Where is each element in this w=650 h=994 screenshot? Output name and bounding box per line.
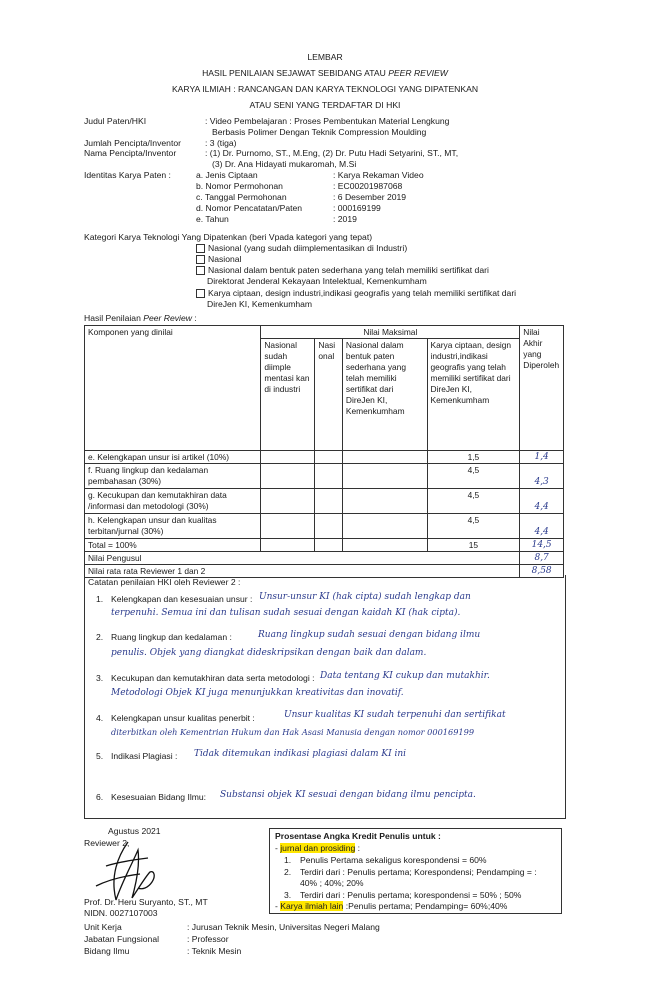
jabatan-label: Jabatan Fungsional bbox=[84, 934, 160, 944]
rata-score: 8,58 bbox=[520, 565, 564, 578]
row-max: 1,5 bbox=[427, 451, 520, 464]
catatan-handwriting: Metodologi Objek KI juga menunjukkan kreativitas dan inovatif. bbox=[111, 688, 404, 698]
catatan-number: 2. bbox=[96, 632, 104, 642]
unit-kerja-value: : Jurusan Teknik Mesin, Universitas Negeri Malang bbox=[187, 922, 380, 932]
identitas-key: c. Tanggal Permohonan bbox=[196, 192, 287, 202]
identitas-value: : 000169199 bbox=[333, 203, 381, 213]
kategori-option-2[interactable]: Nasional bbox=[196, 254, 241, 264]
header-komponen: Komponen yang dinilai bbox=[85, 326, 261, 451]
catatan-handwriting: diterbitkan oleh Kementrian Hukum dan Hak Asasi Manusia dengan nomor 000169199 bbox=[111, 727, 475, 737]
checkbox-icon[interactable] bbox=[196, 266, 205, 275]
catatan-label: Kelengkapan dan kesesuaian unsur : bbox=[111, 594, 253, 604]
prosentase-title: Prosentase Angka Kredit Penulis untuk : bbox=[275, 831, 441, 841]
bidang-ilmu-value: : Teknik Mesin bbox=[187, 946, 242, 956]
catatan-label: Indikasi Plagiasi : bbox=[111, 751, 178, 761]
prosentase-number: 2. bbox=[284, 867, 292, 877]
row-max: 4,5 bbox=[427, 514, 520, 539]
row-label: g. Kecukupan dan kemutakhiran data /informasi dan metodologi (30%) bbox=[85, 489, 261, 514]
catatan-label: Kecukupan dan kemutakhiran data serta metodologi : bbox=[111, 673, 315, 683]
pengusul-score: 8,7 bbox=[520, 552, 564, 565]
catatan-number: 1. bbox=[96, 594, 104, 604]
catatan-handwriting: Unsur kualitas KI sudah terpenuhi dan sertifikat bbox=[284, 710, 506, 720]
kategori-option-3-cont: Direktorat Jenderal Kekayaan Intelektual, Kemenkumham bbox=[207, 276, 427, 286]
bidang-ilmu-label: Bidang Ilmu bbox=[84, 946, 130, 956]
footer-reviewer: Reviewer 2, bbox=[84, 838, 130, 848]
kategori-option-4[interactable]: Karya ciptaan, design industri,indikasi geografis yang telah memiliki sertifikat dari bbox=[196, 288, 516, 298]
identitas-key: a. Jenis Ciptaan bbox=[196, 170, 258, 180]
row-label: e. Kelengkapan unsur isi artikel (10%) bbox=[85, 451, 261, 464]
kategori-option-4-cont: DireJen KI, Kemenkumham bbox=[207, 299, 313, 309]
row-max: 4,5 bbox=[427, 489, 520, 514]
table-row bbox=[85, 451, 564, 464]
nama-value-1: : (1) Dr. Purnomo, ST., M.Eng, (2) Dr. Putu Hadi Setyarini, ST., MT, bbox=[205, 148, 459, 158]
identitas-value: : 6 Desember 2019 bbox=[333, 192, 407, 202]
header-nilai-akhir: Nilai Akhir yang Diperoleh bbox=[520, 326, 564, 451]
kategori-label: Kategori Karya Teknologi Yang Dipatenkan (beri Vpada kategori yang tepat) bbox=[84, 232, 373, 242]
jumlah-label: Jumlah Pencipta/Inventor bbox=[84, 138, 181, 148]
catatan-number: 6. bbox=[96, 792, 104, 802]
signature bbox=[88, 836, 178, 906]
catatan-number: 5. bbox=[96, 751, 104, 761]
prosentase-jurnal: - jurnal dan prosiding : bbox=[275, 843, 361, 853]
catatan-number: 4. bbox=[96, 713, 104, 723]
catatan-title: Catatan penilaian HKI oleh Reviewer 2 : bbox=[88, 577, 241, 587]
prosentase-karya: - Karya ilmiah lain :Penulis pertama; Pendamping= 60%;40% bbox=[275, 901, 508, 911]
identitas-value: : Karya Rekaman Video bbox=[333, 170, 424, 180]
kategori-option-3[interactable]: Nasional dalam bentuk paten sederhana yang telah memiliki sertifikat dari bbox=[196, 265, 489, 275]
jabatan-value: : Professor bbox=[187, 934, 229, 944]
catatan-label: Kelengkapan unsur kualitas penerbit : bbox=[111, 713, 255, 723]
hasil-label: Hasil Penilaian Peer Review : bbox=[84, 313, 197, 323]
catatan-handwriting: Data tentang KI cukup dan mutakhir. bbox=[320, 671, 490, 681]
unit-kerja-label: Unit Kerja bbox=[84, 922, 122, 932]
header-line-1: LEMBAR bbox=[307, 52, 343, 62]
prosentase-number: 1. bbox=[284, 855, 292, 865]
checkbox-icon[interactable] bbox=[196, 255, 205, 264]
prosentase-item: Terdiri dari : Penulis pertama; korespondensi = 50% ; 50% bbox=[300, 890, 522, 900]
prosentase-item: Penulis Pertama sekaligus korespondensi = 60% bbox=[300, 855, 487, 865]
footer-date: Agustus 2021 bbox=[108, 826, 161, 836]
judul-value-1: : Video Pembelajaran : Proses Pembentukan Material Lengkung bbox=[205, 116, 450, 126]
row-score: 4,3 bbox=[520, 464, 564, 489]
reviewer-name: Prof. Dr. Heru Suryanto, ST., MT bbox=[84, 897, 208, 907]
reviewer-nidn: NIDN. 0027107003 bbox=[84, 908, 158, 918]
pengusul-label: Nilai Pengusul bbox=[85, 552, 520, 565]
catatan-number: 3. bbox=[96, 673, 104, 683]
total-max: 15 bbox=[427, 539, 520, 552]
row-score: 4,4 bbox=[520, 489, 564, 514]
row-max: 4,5 bbox=[427, 464, 520, 489]
row-label: h. Kelengkapan unsur dan kualitas terbitan/jurnal (30%) bbox=[85, 514, 261, 539]
nama-value-2: (3) Dr. Ana Hidayati mukaromah, M.Si bbox=[212, 159, 357, 169]
judul-label: Judul Paten/HKI bbox=[84, 116, 147, 126]
table-row bbox=[85, 514, 564, 539]
table-row bbox=[85, 489, 564, 514]
judul-value-2: Berbasis Polimer Dengan Teknik Compression Moulding bbox=[212, 127, 427, 137]
header-col-nasional: Nasi onal bbox=[315, 339, 343, 451]
catatan-label: Kesesuaian Bidang Ilmu: bbox=[111, 792, 207, 802]
prosentase-item-cont: 40% ; 40%; 20% bbox=[300, 878, 364, 888]
pengusul-row bbox=[85, 552, 564, 565]
identitas-key: d. Nomor Pencatatan/Paten bbox=[196, 203, 303, 213]
catatan-handwriting: Substansi objek KI sesuai dengan bidang ilmu pencipta. bbox=[220, 790, 476, 800]
header-nilai-maksimal: Nilai Maksimal bbox=[261, 326, 520, 339]
prosentase-number: 3. bbox=[284, 890, 292, 900]
rata-label: Nilai rata rata Reviewer 1 dan 2 bbox=[85, 565, 520, 578]
identitas-key: b. Nomor Permohonan bbox=[196, 181, 283, 191]
score-table bbox=[84, 325, 564, 578]
catatan-handwriting: terpenuhi. Semua ini dan tulisan sudah sesuai dengan kaidah KI (hak cipta). bbox=[111, 608, 461, 618]
nama-label: Nama Pencipta/Inventor bbox=[84, 148, 177, 158]
total-score: 14,5 bbox=[520, 539, 564, 552]
total-label: Total = 100% bbox=[85, 539, 261, 552]
total-row bbox=[85, 539, 564, 552]
row-label: f. Ruang lingkup dan kedalaman pembahasan (30%) bbox=[85, 464, 261, 489]
prosentase-item: Terdiri dari : Penulis pertama; Korespondensi; Pendamping = : bbox=[300, 867, 537, 877]
catatan-handwriting: penulis. Objek yang diangkat dideskripsikan dengan baik dan dalam. bbox=[111, 648, 427, 658]
header-col-nasional-industri: Nasional sudah diimple mentasi kan di industri bbox=[261, 339, 315, 451]
identitas-value: : 2019 bbox=[333, 214, 357, 224]
row-score: 4,4 bbox=[520, 514, 564, 539]
catatan-handwriting: Tidak ditemukan indikasi plagiasi dalam KI ini bbox=[194, 749, 407, 759]
jumlah-value: : 3 (tiga) bbox=[205, 138, 237, 148]
kategori-option-1[interactable]: Nasional (yang sudah diimplementasikan di Industri) bbox=[196, 243, 407, 253]
catatan-handwriting: Ruang lingkup sudah sesuai dengan bidang ilmu bbox=[258, 630, 481, 640]
checkbox-icon[interactable] bbox=[196, 289, 205, 298]
header-col-paten-sederhana: Nasional dalam bentuk paten sederhana yang telah memiliki sertifikat dari DireJen KI, Kemenkumham bbox=[342, 339, 427, 451]
checkbox-icon[interactable] bbox=[196, 244, 205, 253]
catatan-handwriting: Unsur-unsur KI (hak cipta) sudah lengkap dan bbox=[259, 592, 471, 602]
header-line-3: KARYA ILMIAH : RANCANGAN DAN KARYA TEKNOLOGI YANG DIPATENKAN bbox=[171, 84, 479, 94]
catatan-label: Ruang lingkup dan kedalaman : bbox=[111, 632, 232, 642]
identitas-value: : EC00201987068 bbox=[333, 181, 403, 191]
row-score: 1,4 bbox=[520, 451, 564, 464]
table-row bbox=[85, 464, 564, 489]
header-line-4: ATAU SENI YANG TERDAFTAR DI HKI bbox=[249, 100, 401, 110]
identitas-label: Identitas Karya Paten : bbox=[84, 170, 171, 180]
header-line-2: HASIL PENILAIAN SEJAWAT SEBIDANG ATAU PEER REVIEW bbox=[202, 68, 448, 78]
identitas-key: e. Tahun bbox=[196, 214, 229, 224]
header-col-karya-ciptaan: Karya ciptaan, design industri,indikasi geografis yang telah memiliki sertifikat dari DireJen KI, Kemenkumham bbox=[427, 339, 520, 451]
